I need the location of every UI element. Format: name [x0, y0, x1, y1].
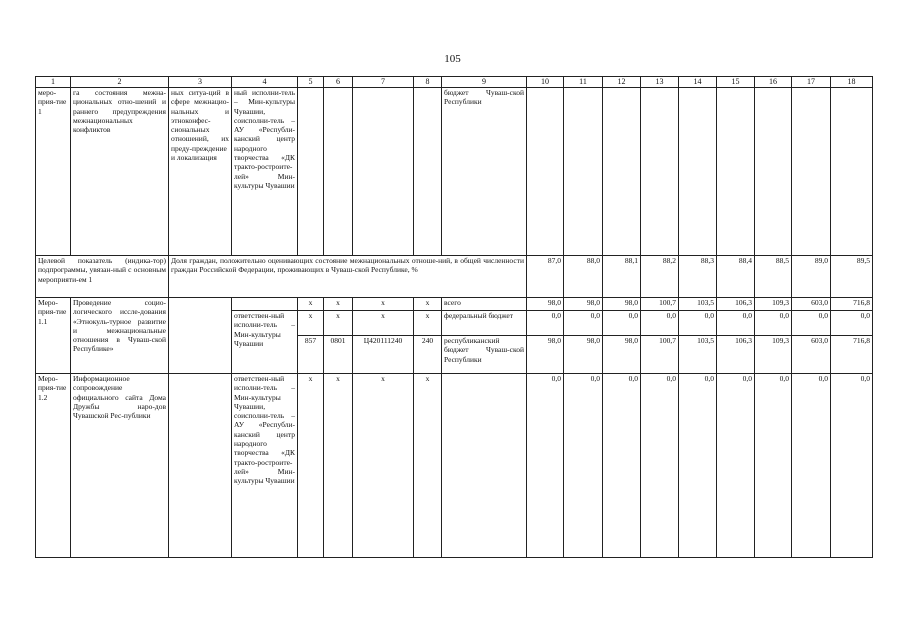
year-value-cell: 0,0	[754, 310, 792, 336]
year-value-cell: 100,7	[640, 335, 679, 374]
year-value-cell: 0,0	[640, 373, 679, 558]
column-number-header: 18	[830, 76, 873, 88]
year-value-cell: 0,0	[678, 373, 717, 558]
event-name-cell: га состояния межна-циональных отно-шений и раннего предупреждения межнациональных конфликтов	[70, 87, 169, 256]
responsible-executor-cell: ответствен-ный исполни-тель – Мин-культуры Чувашии	[231, 310, 298, 374]
year-value-cell: 98,0	[563, 297, 603, 311]
funding-source-cell: всего	[441, 297, 527, 311]
target-value-cell: 88,5	[754, 255, 792, 298]
column-number-header: 15	[716, 76, 755, 88]
target-value-cell: 89,0	[791, 255, 831, 298]
funding-source-cell: федеральный бюджет	[441, 310, 527, 336]
target-value-cell: 88,2	[640, 255, 679, 298]
year-value-cell	[791, 87, 831, 256]
csr-code-cell: x	[352, 373, 414, 558]
rz-pr-code-cell: x	[323, 297, 353, 311]
funding-source-cell: бюджет Чуваш-ской Республики	[441, 87, 527, 256]
target-value-cell: 88,4	[716, 255, 755, 298]
budget-code-cell	[323, 87, 353, 256]
target-value-cell: 89,5	[830, 255, 873, 298]
year-value-cell: 106,3	[716, 297, 755, 311]
year-value-cell: 0,0	[830, 373, 873, 558]
csr-code-cell: Ц420111240	[352, 335, 414, 374]
vr-code-cell: 240	[413, 335, 442, 374]
year-value-cell: 106,3	[716, 335, 755, 374]
vr-code-cell: x	[413, 297, 442, 311]
column-number-header: 14	[678, 76, 717, 88]
year-value-cell: 0,0	[716, 310, 755, 336]
year-value-cell: 100,7	[640, 297, 679, 311]
year-value-cell	[678, 87, 717, 256]
vr-code-cell: x	[413, 310, 442, 336]
year-value-cell	[640, 87, 679, 256]
year-value-cell: 0,0	[754, 373, 792, 558]
column-number-header: 10	[526, 76, 564, 88]
csr-code-cell: x	[352, 310, 414, 336]
year-value-cell	[754, 87, 792, 256]
funding-source-cell	[441, 373, 527, 558]
year-value-cell: 98,0	[526, 335, 564, 374]
grbs-code-cell: x	[297, 297, 324, 311]
funding-source-cell: республиканский бюджет Чуваш-ской Республики	[441, 335, 527, 374]
year-value-cell	[830, 87, 873, 256]
grbs-code-cell: 857	[297, 335, 324, 374]
target-indicator-description: Доля граждан, положительно оценивающих состояние межнациональных отноше-ний, в общей численности граждан Российской Федерации, проживающих в Чуваш-ской Республике, %	[168, 255, 527, 298]
rz-pr-code-cell: x	[323, 310, 353, 336]
column-number-header: 4	[231, 76, 298, 88]
rz-pr-code-cell: 0801	[323, 335, 353, 374]
column-number-header: 5	[297, 76, 324, 88]
year-value-cell	[602, 87, 641, 256]
column-number-header: 8	[413, 76, 442, 88]
column-number-header: 9	[441, 76, 527, 88]
column-number-header: 3	[168, 76, 232, 88]
year-value-cell	[526, 87, 564, 256]
event-label-cell: Меро-прия-тие 1.1	[35, 297, 71, 374]
year-value-cell	[716, 87, 755, 256]
column-number-header: 17	[791, 76, 831, 88]
year-value-cell: 109,3	[754, 297, 792, 311]
page-number: 105	[444, 53, 461, 65]
column-number-header: 2	[70, 76, 169, 88]
budget-code-cell	[297, 87, 324, 256]
year-value-cell: 0,0	[791, 373, 831, 558]
year-value-cell: 0,0	[716, 373, 755, 558]
vr-code-cell: x	[413, 373, 442, 558]
event-goal-cell: ных ситуа-ций в сфере межнацио-нальных и этноконфес-сиональных отношений, их преду-преждение и локализация	[168, 87, 232, 256]
event-label-cell: Меро-прия-тие 1.2	[35, 373, 71, 558]
year-value-cell: 103,5	[678, 297, 717, 311]
budget-code-cell	[413, 87, 442, 256]
year-value-cell: 0,0	[678, 310, 717, 336]
year-value-cell: 603,0	[791, 297, 831, 311]
target-value-cell: 88,1	[602, 255, 641, 298]
year-value-cell	[563, 87, 603, 256]
year-value-cell: 0,0	[791, 310, 831, 336]
year-value-cell: 98,0	[526, 297, 564, 311]
target-value-cell: 87,0	[526, 255, 564, 298]
responsible-executor-cell	[231, 297, 298, 311]
responsible-executor-cell: ный исполни-тель – Мин-культуры Чувашии, соисполни-тель – АУ «Республи-канский центр народного творчества «ДК тракто-ростроите-лей» Мин-культуры Чувашии	[231, 87, 298, 256]
grbs-code-cell: x	[297, 373, 324, 558]
column-number-header: 6	[323, 76, 353, 88]
event-name-cell: Информационное сопровождение официального сайта Дома Дружбы наро-дов Чувашской Рес-публики	[70, 373, 169, 558]
column-number-header: 11	[563, 76, 603, 88]
year-value-cell: 0,0	[526, 373, 564, 558]
year-value-cell: 716,8	[830, 297, 873, 311]
year-value-cell: 0,0	[526, 310, 564, 336]
year-value-cell: 0,0	[830, 310, 873, 336]
year-value-cell: 0,0	[602, 373, 641, 558]
year-value-cell: 103,5	[678, 335, 717, 374]
budget-code-cell	[352, 87, 414, 256]
rz-pr-code-cell: x	[323, 373, 353, 558]
year-value-cell: 98,0	[602, 335, 641, 374]
year-value-cell: 603,0	[791, 335, 831, 374]
year-value-cell: 0,0	[602, 310, 641, 336]
event-label-cell: меро-прия-тие 1	[35, 87, 71, 256]
event-goal-cell	[168, 373, 232, 558]
year-value-cell: 98,0	[602, 297, 641, 311]
column-number-header: 1	[35, 76, 71, 88]
column-number-header: 7	[352, 76, 414, 88]
event-goal-cell	[168, 297, 232, 374]
grbs-code-cell: x	[297, 310, 324, 336]
column-number-header: 12	[602, 76, 641, 88]
column-number-header: 16	[754, 76, 792, 88]
target-value-cell: 88,0	[563, 255, 603, 298]
responsible-executor-cell: ответствен-ный исполни-тель – Мин-культуры Чувашии, соисполни-тель – АУ «Республи-канский центр народного творчества «ДК тракто-ростроите-лей» Мин-культуры Чувашии	[231, 373, 298, 558]
year-value-cell: 0,0	[563, 373, 603, 558]
year-value-cell: 716,8	[830, 335, 873, 374]
year-value-cell: 0,0	[563, 310, 603, 336]
event-name-cell: Проведение социо-логического иссле-дования «Этнокуль-турное развитие и межнациональные отношения в Чуваш-ской Республике»	[70, 297, 169, 374]
year-value-cell: 0,0	[640, 310, 679, 336]
target-indicator-label: Целевой показатель (индика-тор) подпрограммы, увязан-ный с основным мероприяти-ем 1	[35, 255, 169, 298]
target-value-cell: 88,3	[678, 255, 717, 298]
column-number-header: 13	[640, 76, 679, 88]
csr-code-cell: x	[352, 297, 414, 311]
year-value-cell: 98,0	[563, 335, 603, 374]
year-value-cell: 109,3	[754, 335, 792, 374]
